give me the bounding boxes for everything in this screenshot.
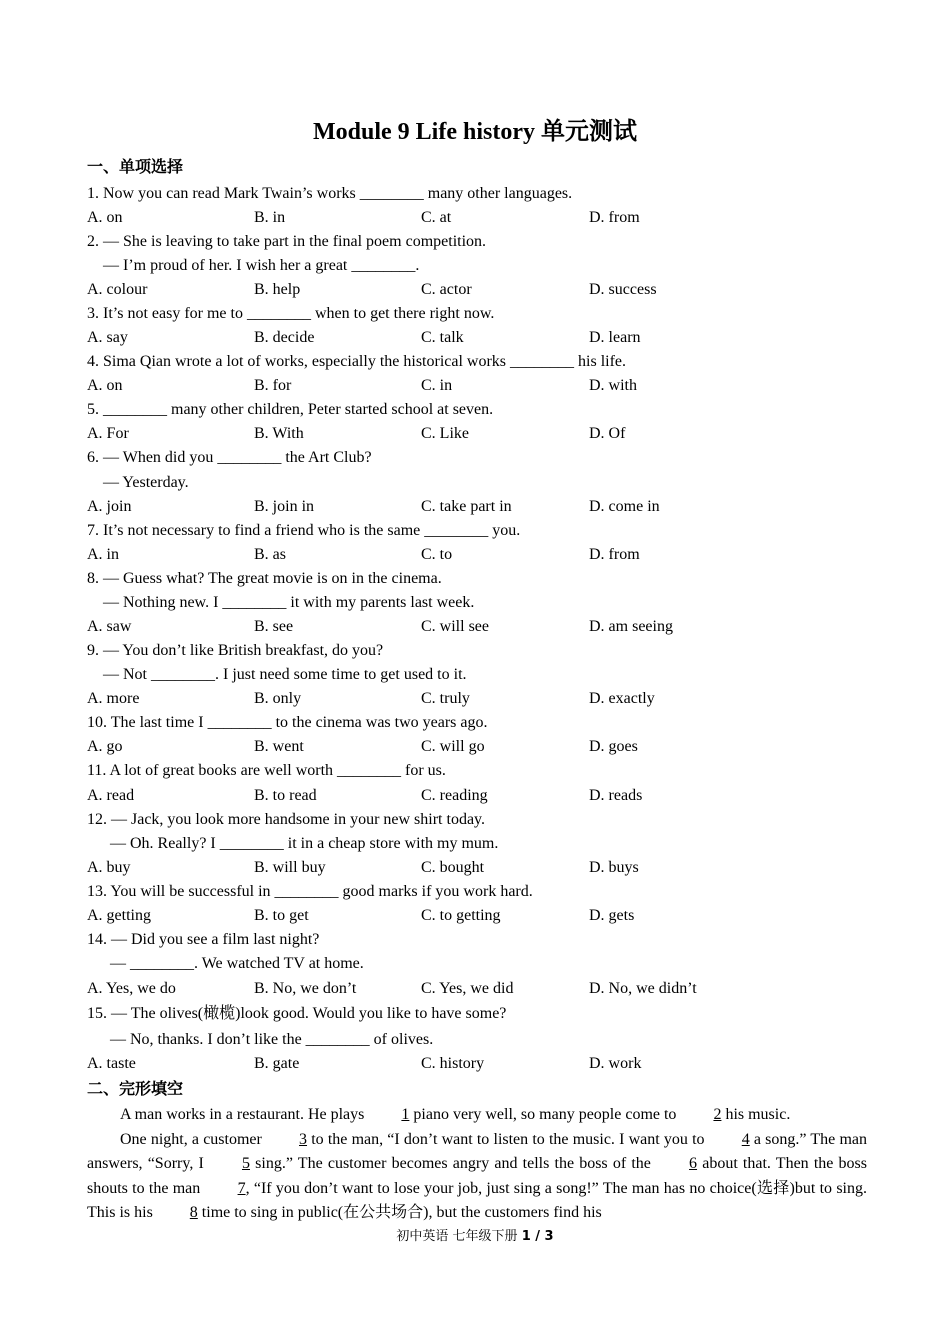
- option-b: B. join in: [254, 498, 315, 515]
- option-b: B. With: [254, 425, 304, 442]
- option-d: D. buys: [589, 859, 639, 876]
- question-stem: 10. The last time I ________ to the cinema was two years ago.: [87, 714, 488, 731]
- option-d: D. gets: [589, 907, 635, 924]
- answer-options: [87, 979, 787, 999]
- cloze-text: , “If you don’t want to lose your job, just sing a song!” The man has no choice(选择)but to sing. This is his: [87, 1179, 867, 1221]
- option-a: A. go: [87, 738, 123, 755]
- question-stem: 11. A lot of great books are well worth ________ for us.: [87, 762, 446, 779]
- question-dialogue-line: — Oh. Really? I ________ it in a cheap store with my mum.: [110, 835, 499, 852]
- option-d: D. reads: [589, 787, 643, 804]
- answer-options: [87, 858, 787, 878]
- option-a: A. on: [87, 377, 123, 394]
- answer-options: [87, 1054, 787, 1074]
- option-b: B. gate: [254, 1055, 300, 1072]
- option-b: B. as: [254, 546, 286, 563]
- option-b: B. for: [254, 377, 292, 394]
- question-stem: 9. — You don’t like British breakfast, do you?: [87, 642, 384, 659]
- answer-options: [87, 545, 787, 565]
- question-stem: 5. ________ many other children, Peter started school at seven.: [87, 401, 494, 418]
- option-d: D. with: [589, 377, 637, 394]
- answer-options: [87, 689, 787, 709]
- footer-text: 初中英语 七年级下册: [396, 1229, 522, 1244]
- cloze-blank: 1: [401, 1106, 410, 1123]
- option-c: C. at: [421, 209, 452, 226]
- cloze-text: his music.: [721, 1106, 791, 1123]
- cloze-blank: 5: [241, 1155, 250, 1172]
- cloze-paragraph-1: [87, 1103, 867, 1128]
- option-a: A. more: [87, 690, 140, 707]
- option-a: A. Yes, we do: [87, 980, 176, 997]
- option-c: C. history: [421, 1055, 485, 1072]
- question-stem: 13. You will be successful in ________ good marks if you work hard.: [87, 883, 533, 900]
- answer-options: [87, 328, 787, 348]
- cloze-blank: 8: [189, 1204, 198, 1221]
- answer-options: [87, 786, 787, 806]
- page-footer: [0, 1228, 950, 1246]
- option-c: C. Like: [421, 425, 469, 442]
- cloze-paragraph-2: [87, 1128, 867, 1226]
- option-b: B. will buy: [254, 859, 326, 876]
- option-d: D. come in: [589, 498, 660, 515]
- option-a: A. on: [87, 209, 123, 226]
- option-c: C. to getting: [421, 907, 501, 924]
- question-stem: 4. Sima Qian wrote a lot of works, especially the historical works ________ his life.: [87, 353, 627, 370]
- question-dialogue-line: — No, thanks. I don’t like the ________ of olives.: [110, 1031, 434, 1048]
- option-b: B. No, we don’t: [254, 980, 357, 997]
- question-stem: 6. — When did you ________ the Art Club?: [87, 449, 372, 466]
- question-stem: 7. It’s not necessary to find a friend who is the same ________ you.: [87, 522, 521, 539]
- option-d: D. from: [589, 209, 640, 226]
- option-c: C. truly: [421, 690, 470, 707]
- page-title: Module 9 Life history 单元测试: [313, 119, 637, 145]
- option-c: C. reading: [421, 787, 488, 804]
- option-a: A. saw: [87, 618, 132, 635]
- option-b: B. to read: [254, 787, 317, 804]
- cloze-blank: 4: [741, 1130, 750, 1148]
- option-a: A. colour: [87, 281, 148, 298]
- option-d: D. Of: [589, 425, 626, 442]
- option-d: D. No, we didn’t: [589, 980, 697, 997]
- option-a: A. getting: [87, 907, 151, 924]
- cloze-text: piano very well, so many people come to: [409, 1106, 681, 1123]
- option-a: A. join: [87, 498, 132, 515]
- option-c: C. actor: [421, 281, 472, 298]
- answer-options: [87, 280, 787, 300]
- cloze-blank: 3: [299, 1130, 308, 1148]
- cloze-blank: 6: [689, 1155, 698, 1172]
- option-d: D. learn: [589, 329, 641, 346]
- answer-options: [87, 906, 787, 926]
- answer-options: [87, 617, 787, 637]
- option-b: B. only: [254, 690, 302, 707]
- option-a: A. in: [87, 546, 119, 563]
- question-dialogue-line: — Not ________. I just need some time to get used to it.: [103, 666, 467, 683]
- question-stem: 3. It’s not easy for me to ________ when to get there right now.: [87, 305, 495, 322]
- question-dialogue-line: — I’m proud of her. I wish her a great ________.: [103, 257, 420, 274]
- cloze-text: sing.” The customer becomes angry and tells the boss of the: [249, 1155, 657, 1172]
- question-dialogue-line: — Yesterday.: [103, 474, 189, 491]
- option-c: C. talk: [421, 329, 464, 346]
- answer-options: [87, 424, 787, 444]
- question-stem: 8. — Guess what? The great movie is on in the cinema.: [87, 570, 442, 587]
- option-b: B. to get: [254, 907, 309, 924]
- option-b: B. decide: [254, 329, 315, 346]
- option-b: B. see: [254, 618, 294, 635]
- option-a: A. For: [87, 425, 129, 442]
- answer-options: [87, 376, 787, 396]
- cloze-text: a song.” The man answers, “Sorry, I: [87, 1130, 868, 1172]
- question-dialogue-line: — Nothing new. I ________ it with my parents last week.: [103, 594, 475, 611]
- option-a: A. say: [87, 329, 128, 346]
- option-c: C. to: [421, 546, 453, 563]
- option-a: A. read: [87, 787, 135, 804]
- option-d: D. success: [589, 281, 657, 298]
- page-number: 1 / 3: [521, 1229, 554, 1244]
- question-stem: 14. — Did you see a film last night?: [87, 931, 320, 948]
- cloze-text: about that. Then the boss shouts to the man: [87, 1155, 868, 1197]
- option-c: C. take part in: [421, 498, 512, 515]
- option-d: D. work: [589, 1055, 642, 1072]
- option-b: B. went: [254, 738, 304, 755]
- section-heading-single-choice: 一、单项选择: [87, 157, 184, 176]
- cloze-text: One night, a customer: [120, 1130, 267, 1148]
- question-stem: 15. — The olives(橄榄)look good. Would you like to have some?: [87, 1005, 507, 1022]
- question-stem: 1. Now you can read Mark Twain’s works ________ many other languages.: [87, 185, 573, 202]
- answer-options: [87, 737, 787, 757]
- cloze-blank: 2: [713, 1106, 722, 1123]
- option-c: C. will see: [421, 618, 489, 635]
- question-dialogue-line: — ________. We watched TV at home.: [110, 955, 364, 972]
- option-a: A. buy: [87, 859, 131, 876]
- option-c: C. in: [421, 377, 453, 394]
- answer-options: [87, 208, 787, 228]
- option-b: B. help: [254, 281, 301, 298]
- cloze-text: time to sing in public(在公共场合), but the customers find his: [197, 1204, 602, 1221]
- option-c: C. will go: [421, 738, 485, 755]
- option-b: B. in: [254, 209, 286, 226]
- option-c: C. Yes, we did: [421, 980, 514, 997]
- cloze-blank: 7: [237, 1179, 246, 1197]
- cloze-passage: [87, 1103, 867, 1226]
- option-d: D. from: [589, 546, 640, 563]
- cloze-text: to the man, “I don’t want to listen to the music. I want you to: [307, 1130, 709, 1148]
- question-stem: 12. — Jack, you look more handsome in your new shirt today.: [87, 811, 486, 828]
- option-a: A. taste: [87, 1055, 136, 1072]
- section-heading-cloze: 二、完形填空: [87, 1079, 184, 1098]
- option-c: C. bought: [421, 859, 485, 876]
- cloze-text: A man works in a restaurant. He plays: [120, 1106, 369, 1123]
- option-d: D. goes: [589, 738, 638, 755]
- option-d: D. am seeing: [589, 618, 673, 635]
- option-d: D. exactly: [589, 690, 655, 707]
- question-stem: 2. — She is leaving to take part in the final poem competition.: [87, 233, 487, 250]
- answer-options: [87, 497, 787, 517]
